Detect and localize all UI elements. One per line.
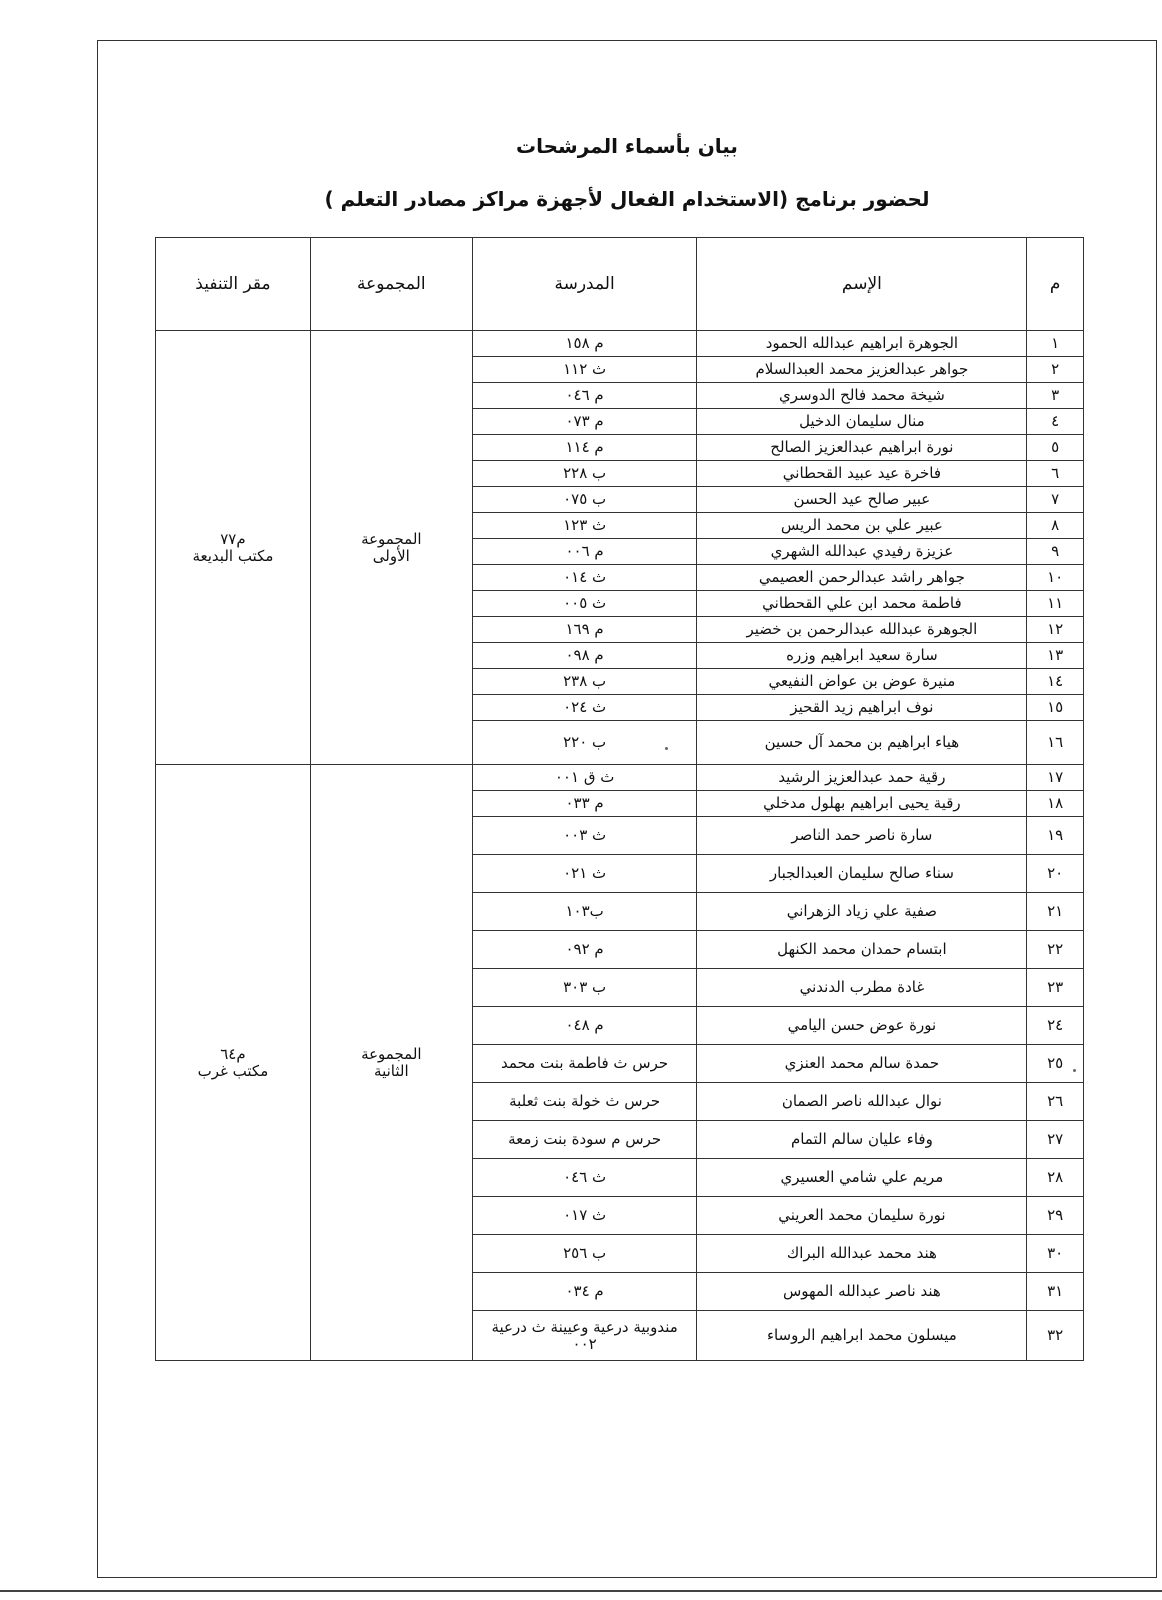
candidate-name: سارة سعيد ابراهيم وزره (697, 643, 1027, 669)
school-code: م ٠٩٢ (472, 931, 697, 969)
group-ordinal: الثانية (374, 1061, 409, 1080)
scan-speck (665, 747, 668, 750)
row-number: ٢٠ (1027, 855, 1084, 893)
table-row (156, 331, 1084, 357)
school-code: ث ١٢٣ (472, 513, 697, 539)
school-code: مندوبية درعية وعيينة ث درعية ٠٠٢ (472, 1311, 697, 1361)
school-code: حرس م سودة بنت زمعة (472, 1121, 697, 1159)
candidate-name: الجوهرة ابراهيم عبدالله الحمود (697, 331, 1027, 357)
candidate-name: منال سليمان الدخيل (697, 409, 1027, 435)
row-number: ١٦ (1027, 721, 1084, 765)
venue-code: م٧٧ (220, 529, 246, 548)
school-code: ث ٠٠٥ (472, 591, 697, 617)
candidate-name: حمدة سالم محمد العنزي (697, 1045, 1027, 1083)
candidate-name: نورة سليمان محمد العريني (697, 1197, 1027, 1235)
document-title: بيان بأسماء المرشحات (516, 134, 738, 158)
candidate-name: مريم علي شامي العسيري (697, 1159, 1027, 1197)
candidate-name: هند محمد عبدالله البراك (697, 1235, 1027, 1273)
candidate-name: منيرة عوض بن عواض النفيعي (697, 669, 1027, 695)
candidate-name: جواهر راشد عبدالرحمن العصيمي (697, 565, 1027, 591)
candidate-name: رقية يحيى ابراهيم بهلول مدخلي (697, 791, 1027, 817)
candidate-name: فاطمة محمد ابن علي القحطاني (697, 591, 1027, 617)
venue-code: م٦٤ (220, 1044, 246, 1063)
row-number: ٢٣ (1027, 969, 1084, 1007)
school-code: ث ٠٤٦ (472, 1159, 697, 1197)
row-number: ٣٠ (1027, 1235, 1084, 1273)
scan-edge-line (0, 1590, 1162, 1592)
school-code: م ١١٤ (472, 435, 697, 461)
school-code: حرس ث خولة بنت ثعلبة (472, 1083, 697, 1121)
scan-speck (1073, 1069, 1076, 1072)
venue-office: مكتب البديعة (192, 546, 274, 565)
row-number: ١١ (1027, 591, 1084, 617)
school-code: ب ٢٥٦ (472, 1235, 697, 1273)
school-code: ب ٢٢٨ (472, 461, 697, 487)
venue-office: مكتب غرب (197, 1061, 269, 1080)
header-num: م (1027, 238, 1084, 331)
row-number: ٣١ (1027, 1273, 1084, 1311)
candidate-name: فاخرة عيد عبيد القحطاني (697, 461, 1027, 487)
row-number: ٤ (1027, 409, 1084, 435)
row-number: ٥ (1027, 435, 1084, 461)
candidates-table (155, 237, 1084, 1361)
school-code: ث ٠٢٤ (472, 695, 697, 721)
candidate-name: عزيزة رفيدي عبدالله الشهري (697, 539, 1027, 565)
candidate-name: وفاء عليان سالم التمام (697, 1121, 1027, 1159)
candidate-name: ابتسام حمدان محمد الكنهل (697, 931, 1027, 969)
row-number: ١٥ (1027, 695, 1084, 721)
table-row (156, 765, 1084, 791)
row-number: ٢٥ (1027, 1045, 1084, 1083)
row-number: ٣ (1027, 383, 1084, 409)
group-cell (310, 765, 472, 1361)
candidate-name: جواهر عبدالعزيز محمد العبدالسلام (697, 357, 1027, 383)
header-venue: مقر التنفيذ (156, 238, 311, 331)
row-number: ١٣ (1027, 643, 1084, 669)
candidate-name: نوف ابراهيم زيد القحيز (697, 695, 1027, 721)
candidate-name: غادة مطرب الدندني (697, 969, 1027, 1007)
group-cell (310, 331, 472, 765)
candidate-name: ميسلون محمد ابراهيم الروساء (697, 1311, 1027, 1361)
school-code: ث ٠٢١ (472, 855, 697, 893)
candidate-name: عبير علي بن محمد الريس (697, 513, 1027, 539)
school-code: م ٠٤٦ (472, 383, 697, 409)
candidate-name: سناء صالح سليمان العبدالجبار (697, 855, 1027, 893)
group-ordinal: الأولى (372, 546, 410, 565)
group-label: المجموعة (361, 529, 422, 548)
school-code: ث ٠٠٣ (472, 817, 697, 855)
venue-cell (156, 765, 311, 1361)
row-number: ٢٢ (1027, 931, 1084, 969)
candidate-name: هياء ابراهيم بن محمد آل حسين (697, 721, 1027, 765)
school-code: م ٠٧٣ (472, 409, 697, 435)
school-code: م ٠٤٨ (472, 1007, 697, 1045)
row-number: ٢٤ (1027, 1007, 1084, 1045)
school-code: م ١٦٩ (472, 617, 697, 643)
header-name: الإسم (697, 238, 1027, 331)
row-number: ١٧ (1027, 765, 1084, 791)
school-code: م ٠٠٦ (472, 539, 697, 565)
school-code: م ٠٩٨ (472, 643, 697, 669)
school-code: ث ٠١٧ (472, 1197, 697, 1235)
row-number: ٢١ (1027, 893, 1084, 931)
row-number: ١٢ (1027, 617, 1084, 643)
school-code: حرس ث فاطمة بنت محمد (472, 1045, 697, 1083)
school-code: ب ٢٢٠ (472, 721, 697, 765)
candidate-name: نوال عبدالله ناصر الصمان (697, 1083, 1027, 1121)
table-header-row (156, 238, 1084, 331)
school-code: م ٠٣٤ (472, 1273, 697, 1311)
row-number: ١٩ (1027, 817, 1084, 855)
row-number: ١٠ (1027, 565, 1084, 591)
school-code: ب ٠٧٥ (472, 487, 697, 513)
school-code: ب١٠٣ (472, 893, 697, 931)
header-group: المجموعة (310, 238, 472, 331)
candidate-name: عبير صالح عيد الحسن (697, 487, 1027, 513)
row-number: ٣٢ (1027, 1311, 1084, 1361)
candidate-name: سارة ناصر حمد الناصر (697, 817, 1027, 855)
school-code: ب ٢٣٨ (472, 669, 697, 695)
row-number: ٨ (1027, 513, 1084, 539)
school-code: م ٠٣٣ (472, 791, 697, 817)
row-number: ٢ (1027, 357, 1084, 383)
school-code: م ١٥٨ (472, 331, 697, 357)
candidate-name: نورة ابراهيم عبدالعزيز الصالح (697, 435, 1027, 461)
candidate-name: رقية حمد عبدالعزيز الرشيد (697, 765, 1027, 791)
candidate-name: صفية علي زياد الزهراني (697, 893, 1027, 931)
candidate-name: هند ناصر عبدالله المهوس (697, 1273, 1027, 1311)
row-number: ٧ (1027, 487, 1084, 513)
row-number: ٢٩ (1027, 1197, 1084, 1235)
row-number: ٢٨ (1027, 1159, 1084, 1197)
document-subtitle: لحضور برنامج (الاستخدام الفعال لأجهزة مراكز مصادر التعلم ) (324, 187, 930, 211)
row-number: ٦ (1027, 461, 1084, 487)
group-label: المجموعة (361, 1044, 422, 1063)
school-code: ب ٣٠٣ (472, 969, 697, 1007)
row-number: ٢٧ (1027, 1121, 1084, 1159)
row-number: ١٤ (1027, 669, 1084, 695)
candidate-name: الجوهرة عبدالله عبدالرحمن بن خضير (697, 617, 1027, 643)
venue-cell (156, 331, 311, 765)
candidate-name: نورة عوض حسن اليامي (697, 1007, 1027, 1045)
row-number: ١ (1027, 331, 1084, 357)
header-school: المدرسة (472, 238, 697, 331)
school-code: ث ق ٠٠١ (472, 765, 697, 791)
row-number: ١٨ (1027, 791, 1084, 817)
candidate-name: شيخة محمد فالح الدوسري (697, 383, 1027, 409)
row-number: ٩ (1027, 539, 1084, 565)
school-code: ث ١١٢ (472, 357, 697, 383)
row-number: ٢٦ (1027, 1083, 1084, 1121)
school-code: ث ٠١٤ (472, 565, 697, 591)
